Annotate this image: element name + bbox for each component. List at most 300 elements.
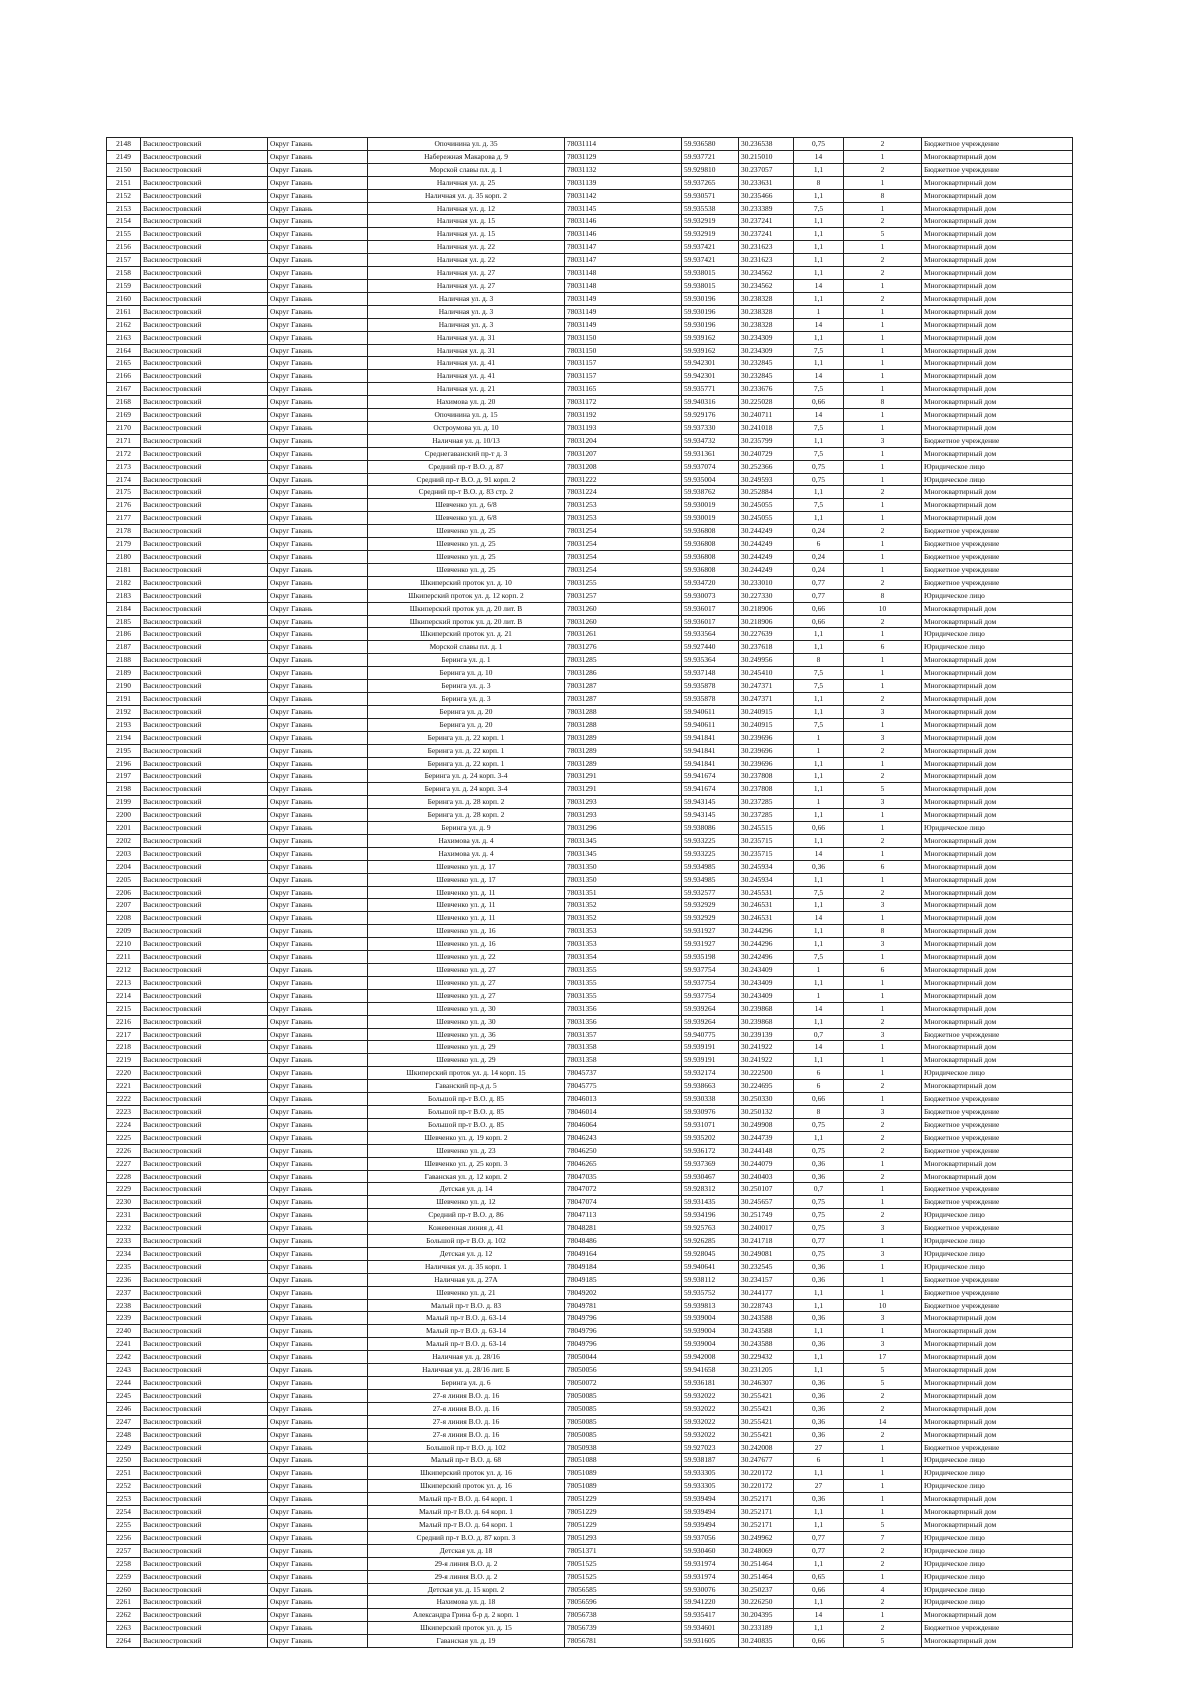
latitude-cell: 59.943145 — [682, 796, 739, 809]
district-cell: Василеостровский — [141, 1596, 268, 1609]
count-cell: 1 — [844, 1454, 922, 1467]
okrug-cell: Округ Гавань — [268, 563, 368, 576]
table-row — [107, 512, 1073, 525]
owner-type-cell: Бюджетное учреждение — [922, 1028, 1073, 1041]
owner-type-cell: Бюджетное учреждение — [922, 138, 1073, 151]
code-cell: 78050938 — [565, 1441, 682, 1454]
code-cell: 78049185 — [565, 1273, 682, 1286]
okrug-cell: Округ Гавань — [268, 1377, 368, 1390]
address-cell: Нахимова ул. д. 18 — [368, 1596, 565, 1609]
code-cell: 78031345 — [565, 834, 682, 847]
address-cell: 27-я линия В.О. д. 16 — [368, 1415, 565, 1428]
count-cell: 5 — [844, 1377, 922, 1390]
longitude-cell: 30.244249 — [739, 551, 794, 564]
latitude-cell: 59.935538 — [682, 202, 739, 215]
latitude-cell: 59.943145 — [682, 809, 739, 822]
address-cell: Наличная ул. д. 28/16 — [368, 1351, 565, 1364]
row-number: 2209 — [107, 925, 141, 938]
code-cell: 78031353 — [565, 938, 682, 951]
latitude-cell: 59.933225 — [682, 847, 739, 860]
table-row — [107, 641, 1073, 654]
count-cell: 2 — [844, 486, 922, 499]
address-cell: 29-я линия В.О. д. 2 — [368, 1557, 565, 1570]
owner-type-cell: Многоквартирный дом — [922, 1518, 1073, 1531]
address-cell: Шевченко ул. д. 36 — [368, 1028, 565, 1041]
longitude-cell: 30.237057 — [739, 163, 794, 176]
count-cell: 1 — [844, 460, 922, 473]
latitude-cell: 59.939494 — [682, 1506, 739, 1519]
okrug-cell: Округ Гавань — [268, 318, 368, 331]
volume-cell: 0,36 — [794, 1338, 844, 1351]
count-cell: 4 — [844, 1583, 922, 1596]
count-cell: 1 — [844, 357, 922, 370]
okrug-cell: Округ Гавань — [268, 1209, 368, 1222]
address-cell: Беринга ул. д. 22 корп. 1 — [368, 744, 565, 757]
row-number: 2233 — [107, 1235, 141, 1248]
latitude-cell: 59.939004 — [682, 1325, 739, 1338]
owner-type-cell: Многоквартирный дом — [922, 1389, 1073, 1402]
latitude-cell: 59.932929 — [682, 912, 739, 925]
volume-cell: 0,75 — [794, 1144, 844, 1157]
row-number: 2255 — [107, 1518, 141, 1531]
volume-cell: 0,75 — [794, 1247, 844, 1260]
row-number: 2181 — [107, 563, 141, 576]
longitude-cell: 30.243409 — [739, 989, 794, 1002]
row-number: 2185 — [107, 615, 141, 628]
address-cell: Гаванская ул. д. 12 корп. 2 — [368, 1170, 565, 1183]
longitude-cell: 30.204395 — [739, 1609, 794, 1622]
okrug-cell: Округ Гавань — [268, 1222, 368, 1235]
code-cell: 78031352 — [565, 912, 682, 925]
count-cell: 1 — [844, 1467, 922, 1480]
row-number: 2148 — [107, 138, 141, 151]
table-row — [107, 241, 1073, 254]
volume-cell: 1 — [794, 744, 844, 757]
district-cell: Василеостровский — [141, 925, 268, 938]
volume-cell: 0,36 — [794, 1402, 844, 1415]
district-cell: Василеостровский — [141, 1609, 268, 1622]
owner-type-cell: Многоквартирный дом — [922, 1015, 1073, 1028]
longitude-cell: 30.239868 — [739, 1002, 794, 1015]
district-cell: Василеостровский — [141, 1131, 268, 1144]
okrug-cell: Округ Гавань — [268, 1364, 368, 1377]
district-cell: Василеостровский — [141, 886, 268, 899]
longitude-cell: 30.240711 — [739, 409, 794, 422]
volume-cell: 0,77 — [794, 576, 844, 589]
okrug-cell: Округ Гавань — [268, 254, 368, 267]
district-cell: Василеостровский — [141, 1312, 268, 1325]
owner-type-cell: Многоквартирный дом — [922, 602, 1073, 615]
code-cell: 78046013 — [565, 1093, 682, 1106]
table-row — [107, 1377, 1073, 1390]
count-cell: 1 — [844, 318, 922, 331]
volume-cell: 7,5 — [794, 886, 844, 899]
volume-cell: 1,1 — [794, 241, 844, 254]
volume-cell: 1,1 — [794, 163, 844, 176]
address-cell: Шевченко ул. д. 19 корп. 2 — [368, 1131, 565, 1144]
volume-cell: 0,36 — [794, 1493, 844, 1506]
owner-type-cell: Многоквартирный дом — [922, 292, 1073, 305]
table-row — [107, 499, 1073, 512]
owner-type-cell: Юридическое лицо — [922, 1209, 1073, 1222]
district-cell: Василеостровский — [141, 331, 268, 344]
okrug-cell: Округ Гавань — [268, 938, 368, 951]
address-cell: Шевченко ул. д. 25 — [368, 563, 565, 576]
latitude-cell: 59.931071 — [682, 1118, 739, 1131]
volume-cell: 1,1 — [794, 1054, 844, 1067]
district-cell: Василеостровский — [141, 1415, 268, 1428]
count-cell: 1 — [844, 305, 922, 318]
code-cell: 78050085 — [565, 1402, 682, 1415]
okrug-cell: Округ Гавань — [268, 1067, 368, 1080]
volume-cell: 7,5 — [794, 718, 844, 731]
volume-cell: 14 — [794, 912, 844, 925]
latitude-cell: 59.939004 — [682, 1338, 739, 1351]
row-number: 2258 — [107, 1557, 141, 1570]
count-cell: 2 — [844, 1080, 922, 1093]
row-number: 2234 — [107, 1247, 141, 1260]
count-cell: 2 — [844, 1557, 922, 1570]
latitude-cell: 59.932022 — [682, 1415, 739, 1428]
district-cell: Василеостровский — [141, 1544, 268, 1557]
okrug-cell: Округ Гавань — [268, 860, 368, 873]
longitude-cell: 30.239868 — [739, 1015, 794, 1028]
address-cell: Шкиперский проток ул. д. 15 — [368, 1622, 565, 1635]
table-row — [107, 551, 1073, 564]
district-cell: Василеостровский — [141, 576, 268, 589]
volume-cell: 1,1 — [794, 628, 844, 641]
district-cell: Василеостровский — [141, 1118, 268, 1131]
row-number: 2214 — [107, 989, 141, 1002]
okrug-cell: Округ Гавань — [268, 267, 368, 280]
okrug-cell: Округ Гавань — [268, 1389, 368, 1402]
code-cell: 78056739 — [565, 1622, 682, 1635]
latitude-cell: 59.935417 — [682, 1609, 739, 1622]
owner-type-cell: Бюджетное учреждение — [922, 1144, 1073, 1157]
code-cell: 78031132 — [565, 163, 682, 176]
address-cell: Наличная ул. д. 12 — [368, 202, 565, 215]
address-cell: Шевченко ул. д. 25 — [368, 538, 565, 551]
longitude-cell: 30.226250 — [739, 1596, 794, 1609]
table-row — [107, 809, 1073, 822]
row-number: 2157 — [107, 254, 141, 267]
count-cell: 1 — [844, 150, 922, 163]
code-cell: 78031355 — [565, 964, 682, 977]
code-cell: 78031207 — [565, 447, 682, 460]
count-cell: 1 — [844, 1183, 922, 1196]
okrug-cell: Округ Гавань — [268, 1493, 368, 1506]
longitude-cell: 30.232845 — [739, 370, 794, 383]
volume-cell: 1,1 — [794, 292, 844, 305]
code-cell: 78051293 — [565, 1531, 682, 1544]
code-cell: 78031260 — [565, 602, 682, 615]
address-cell: Наличная ул. д. 3 — [368, 292, 565, 305]
code-cell: 78048486 — [565, 1235, 682, 1248]
okrug-cell: Округ Гавань — [268, 138, 368, 151]
row-number: 2235 — [107, 1260, 141, 1273]
row-number: 2151 — [107, 176, 141, 189]
district-cell: Василеостровский — [141, 1080, 268, 1093]
address-cell: Гаванский пр-д д. 5 — [368, 1080, 565, 1093]
district-cell: Василеостровский — [141, 202, 268, 215]
table-row — [107, 1428, 1073, 1441]
code-cell: 78031288 — [565, 718, 682, 731]
volume-cell: 1,1 — [794, 228, 844, 241]
count-cell: 1 — [844, 847, 922, 860]
row-number: 2191 — [107, 692, 141, 705]
volume-cell: 1 — [794, 989, 844, 1002]
code-cell: 78045737 — [565, 1067, 682, 1080]
address-cell: Шевченко ул. д. 11 — [368, 899, 565, 912]
row-number: 2164 — [107, 344, 141, 357]
row-number: 2175 — [107, 486, 141, 499]
address-cell: Шевченко ул. д. 12 — [368, 1196, 565, 1209]
code-cell: 78031358 — [565, 1054, 682, 1067]
okrug-cell: Округ Гавань — [268, 641, 368, 654]
table-row — [107, 1583, 1073, 1596]
district-cell: Василеостровский — [141, 731, 268, 744]
address-cell: Морской славы пл. д. 1 — [368, 641, 565, 654]
code-cell: 78031193 — [565, 421, 682, 434]
count-cell: 2 — [844, 770, 922, 783]
volume-cell: 14 — [794, 318, 844, 331]
count-cell: 3 — [844, 1247, 922, 1260]
okrug-cell: Округ Гавань — [268, 150, 368, 163]
address-cell: Беринга ул. д. 22 корп. 1 — [368, 757, 565, 770]
table-row — [107, 292, 1073, 305]
okrug-cell: Округ Гавань — [268, 1299, 368, 1312]
volume-cell: 0,66 — [794, 602, 844, 615]
district-cell: Василеостровский — [141, 228, 268, 241]
latitude-cell: 59.925763 — [682, 1222, 739, 1235]
volume-cell: 1,1 — [794, 1131, 844, 1144]
row-number: 2232 — [107, 1222, 141, 1235]
longitude-cell: 30.244079 — [739, 1157, 794, 1170]
volume-cell: 0,75 — [794, 460, 844, 473]
latitude-cell: 59.936808 — [682, 563, 739, 576]
code-cell: 78031289 — [565, 757, 682, 770]
longitude-cell: 30.249593 — [739, 473, 794, 486]
address-cell: Беринга ул. д. 6 — [368, 1377, 565, 1390]
volume-cell: 1,1 — [794, 1467, 844, 1480]
okrug-cell: Округ Гавань — [268, 383, 368, 396]
latitude-cell: 59.938112 — [682, 1273, 739, 1286]
table-row — [107, 409, 1073, 422]
okrug-cell: Округ Гавань — [268, 189, 368, 202]
volume-cell: 14 — [794, 150, 844, 163]
table-row — [107, 150, 1073, 163]
okrug-cell: Округ Гавань — [268, 1028, 368, 1041]
address-cell: Малый пр-т В.О. д. 64 корп. 1 — [368, 1518, 565, 1531]
latitude-cell: 59.936808 — [682, 551, 739, 564]
volume-cell: 1,1 — [794, 1364, 844, 1377]
district-cell: Василеостровский — [141, 1105, 268, 1118]
longitude-cell: 30.245934 — [739, 873, 794, 886]
longitude-cell: 30.215010 — [739, 150, 794, 163]
count-cell: 3 — [844, 1105, 922, 1118]
district-cell: Василеостровский — [141, 1402, 268, 1415]
volume-cell: 1,1 — [794, 976, 844, 989]
latitude-cell: 59.937074 — [682, 460, 739, 473]
row-number: 2257 — [107, 1544, 141, 1557]
longitude-cell: 30.243588 — [739, 1338, 794, 1351]
district-cell: Василеостровский — [141, 1635, 268, 1648]
district-cell: Василеостровский — [141, 383, 268, 396]
count-cell: 10 — [844, 1299, 922, 1312]
code-cell: 78031149 — [565, 292, 682, 305]
row-number: 2261 — [107, 1596, 141, 1609]
row-number: 2153 — [107, 202, 141, 215]
code-cell: 78031289 — [565, 744, 682, 757]
row-number: 2260 — [107, 1583, 141, 1596]
longitude-cell: 30.252884 — [739, 486, 794, 499]
district-cell: Василеостровский — [141, 1209, 268, 1222]
latitude-cell: 59.932919 — [682, 215, 739, 228]
volume-cell: 8 — [794, 1105, 844, 1118]
count-cell: 14 — [844, 1415, 922, 1428]
code-cell: 78031147 — [565, 241, 682, 254]
table-row — [107, 525, 1073, 538]
latitude-cell: 59.930460 — [682, 1544, 739, 1557]
longitude-cell: 30.251749 — [739, 1209, 794, 1222]
count-cell: 2 — [844, 834, 922, 847]
latitude-cell: 59.935878 — [682, 692, 739, 705]
volume-cell: 0,36 — [794, 1157, 844, 1170]
longitude-cell: 30.244249 — [739, 563, 794, 576]
row-number: 2264 — [107, 1635, 141, 1648]
table-row — [107, 770, 1073, 783]
address-cell: Опочинина ул. д. 35 — [368, 138, 565, 151]
address-cell: Шевченко ул. д. 29 — [368, 1041, 565, 1054]
latitude-cell: 59.938187 — [682, 1454, 739, 1467]
count-cell: 1 — [844, 1273, 922, 1286]
volume-cell: 1 — [794, 796, 844, 809]
address-cell: Детская ул. д. 18 — [368, 1544, 565, 1557]
okrug-cell: Округ Гавань — [268, 692, 368, 705]
address-cell: Наличная ул. д. 31 — [368, 331, 565, 344]
table-row — [107, 473, 1073, 486]
address-cell: Наличная ул. д. 10/13 — [368, 434, 565, 447]
district-cell: Василеостровский — [141, 860, 268, 873]
longitude-cell: 30.237808 — [739, 770, 794, 783]
table-row — [107, 331, 1073, 344]
address-cell: 27-я линия В.О. д. 16 — [368, 1402, 565, 1415]
code-cell: 78049184 — [565, 1260, 682, 1273]
count-cell: 2 — [844, 1118, 922, 1131]
okrug-cell: Округ Гавань — [268, 1235, 368, 1248]
count-cell: 1 — [844, 1093, 922, 1106]
count-cell: 1 — [844, 499, 922, 512]
table-row — [107, 1093, 1073, 1106]
table-row — [107, 912, 1073, 925]
okrug-cell: Округ Гавань — [268, 1415, 368, 1428]
district-cell: Василеостровский — [141, 241, 268, 254]
address-cell: Шевченко ул. д. 27 — [368, 976, 565, 989]
longitude-cell: 30.244249 — [739, 538, 794, 551]
address-cell: Беринга ул. д. 3 — [368, 692, 565, 705]
volume-cell: 1 — [794, 964, 844, 977]
count-cell: 1 — [844, 1157, 922, 1170]
table-row — [107, 925, 1073, 938]
owner-type-cell: Многоквартирный дом — [922, 1054, 1073, 1067]
row-number: 2158 — [107, 267, 141, 280]
address-cell: Наличная ул. д. 3 — [368, 305, 565, 318]
address-cell: Средний пр-т В.О. д. 91 корп. 2 — [368, 473, 565, 486]
address-cell: Беринга ул. д. 3 — [368, 680, 565, 693]
count-cell: 3 — [844, 1028, 922, 1041]
count-cell: 1 — [844, 421, 922, 434]
table-row — [107, 860, 1073, 873]
volume-cell: 1,1 — [794, 331, 844, 344]
owner-type-cell: Многоквартирный дом — [922, 512, 1073, 525]
row-number: 2221 — [107, 1080, 141, 1093]
latitude-cell: 59.937421 — [682, 241, 739, 254]
volume-cell: 1,1 — [794, 783, 844, 796]
volume-cell: 8 — [794, 176, 844, 189]
owner-type-cell: Многоквартирный дом — [922, 279, 1073, 292]
volume-cell: 0,66 — [794, 1583, 844, 1596]
longitude-cell: 30.240915 — [739, 705, 794, 718]
owner-type-cell: Многоквартирный дом — [922, 680, 1073, 693]
address-cell: Нахимова ул. д. 20 — [368, 396, 565, 409]
address-cell: Наличная ул. д. 41 — [368, 370, 565, 383]
district-cell: Василеостровский — [141, 628, 268, 641]
okrug-cell: Округ Гавань — [268, 228, 368, 241]
row-number: 2230 — [107, 1196, 141, 1209]
latitude-cell: 59.939162 — [682, 331, 739, 344]
latitude-cell: 59.935364 — [682, 654, 739, 667]
longitude-cell: 30.218906 — [739, 602, 794, 615]
address-cell: Беринга ул. д. 20 — [368, 718, 565, 731]
longitude-cell: 30.220172 — [739, 1467, 794, 1480]
latitude-cell: 59.937721 — [682, 150, 739, 163]
volume-cell: 1,1 — [794, 486, 844, 499]
table-row — [107, 757, 1073, 770]
owner-type-cell: Юридическое лицо — [922, 1596, 1073, 1609]
row-number: 2252 — [107, 1480, 141, 1493]
longitude-cell: 30.238328 — [739, 318, 794, 331]
code-cell: 78031357 — [565, 1028, 682, 1041]
district-cell: Василеостровский — [141, 1286, 268, 1299]
longitude-cell: 30.252171 — [739, 1506, 794, 1519]
code-cell: 78031276 — [565, 641, 682, 654]
row-number: 2212 — [107, 964, 141, 977]
latitude-cell: 59.936808 — [682, 525, 739, 538]
owner-type-cell: Многоквартирный дом — [922, 150, 1073, 163]
count-cell: 8 — [844, 396, 922, 409]
okrug-cell: Округ Гавань — [268, 1273, 368, 1286]
owner-type-cell: Многоквартирный дом — [922, 796, 1073, 809]
latitude-cell: 59.937421 — [682, 254, 739, 267]
district-cell: Василеостровский — [141, 189, 268, 202]
longitude-cell: 30.249081 — [739, 1247, 794, 1260]
code-cell: 78050085 — [565, 1415, 682, 1428]
table-row — [107, 434, 1073, 447]
table-row — [107, 680, 1073, 693]
count-cell: 2 — [844, 576, 922, 589]
latitude-cell: 59.939004 — [682, 1312, 739, 1325]
count-cell: 3 — [844, 705, 922, 718]
longitude-cell: 30.247677 — [739, 1454, 794, 1467]
row-number: 2194 — [107, 731, 141, 744]
district-cell: Василеостровский — [141, 692, 268, 705]
volume-cell: 1,1 — [794, 770, 844, 783]
latitude-cell: 59.937330 — [682, 421, 739, 434]
table-row — [107, 899, 1073, 912]
volume-cell: 6 — [794, 538, 844, 551]
code-cell: 78031204 — [565, 434, 682, 447]
table-row — [107, 1493, 1073, 1506]
